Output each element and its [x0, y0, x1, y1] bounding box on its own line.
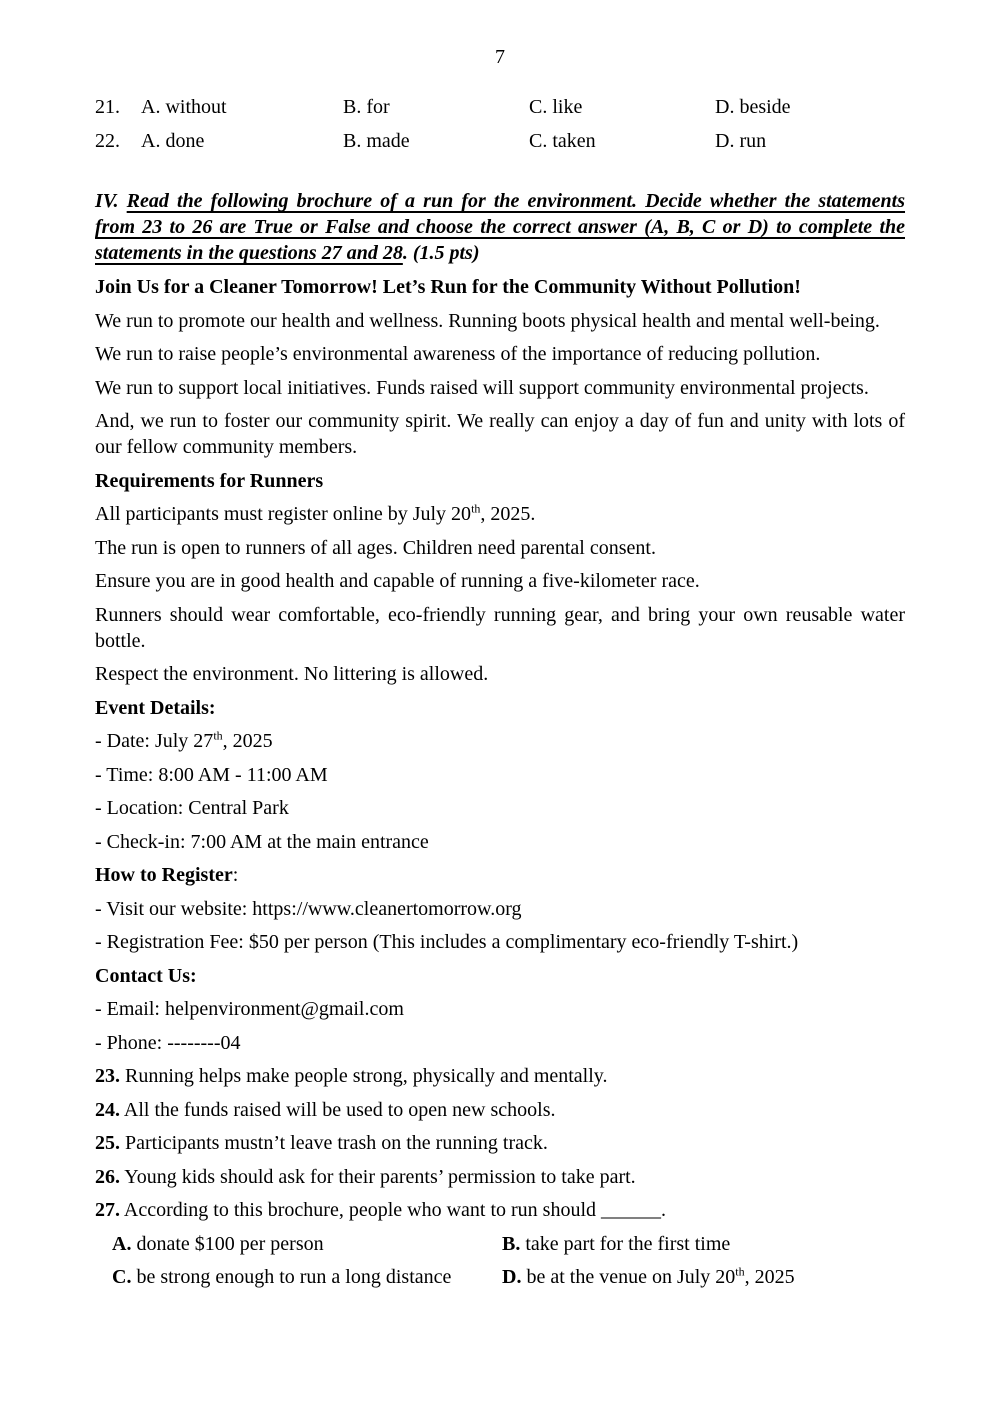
option-a: A. without: [141, 96, 227, 118]
register-heading-text: How to Register: [95, 864, 233, 886]
event-date-text: - Date: July 27: [95, 730, 214, 752]
option-text: , 2025: [744, 1266, 795, 1288]
option-c: C. taken: [529, 130, 596, 152]
q27-options-row-1: [95, 1231, 905, 1257]
option-c: C. like: [529, 96, 583, 118]
intro-paragraph-2: We run to raise people’s environmental awareness of the importance of reducing pollution.: [95, 343, 821, 365]
section-iv-instructions-text: Read the following brochure of a run for the environment. Decide whether the statements from 23 to 26 are True or False and choose the correct answer (A, B, C or D) to complete the statements in the questions 27 and 28: [95, 190, 906, 264]
section-iv-points: . (1.5 pts): [402, 242, 480, 264]
statement-text: Participants mustn’t leave trash on the running track.: [120, 1132, 548, 1154]
statement-24: [95, 1097, 905, 1123]
statement-27: [95, 1197, 905, 1223]
register-fee: - Registration Fee: $50 per person (This includes a complimentary eco-friendly T-shirt.): [95, 931, 799, 953]
intro-paragraph-4: And, we run to foster our community spirit. We really can enjoy a day of fun and unity with lots of our fellow community members.: [95, 410, 905, 458]
page-number: 7: [495, 46, 505, 68]
option-b: B. for: [343, 96, 390, 118]
event-location: - Location: Central Park: [95, 797, 289, 819]
contact-heading: Contact Us:: [95, 964, 197, 987]
statement-26: [95, 1164, 905, 1190]
register-heading-colon: :: [232, 864, 239, 886]
q27-option-a: [112, 1231, 502, 1257]
ordinal-suffix: th: [213, 728, 223, 743]
requirement-gear: Runners should wear comfortable, eco-friendly running gear, and bring your own reusable water bottle.: [95, 603, 905, 652]
requirement-no-littering: Respect the environment. No littering is allowed.: [95, 663, 489, 685]
statement-text: All the funds raised will be used to open new schools.: [120, 1098, 556, 1121]
option-d: D. run: [715, 130, 767, 152]
q27-option-c: [112, 1264, 502, 1290]
option-text: take part for the first time: [520, 1232, 731, 1255]
question-21-row: [95, 94, 905, 120]
option-a: A. done: [141, 130, 205, 152]
contact-phone: - Phone: --------04: [95, 1031, 241, 1054]
requirements-heading: Requirements for Runners: [95, 469, 324, 492]
ordinal-suffix: th: [735, 1264, 745, 1279]
option-label: A.: [112, 1232, 132, 1255]
option-label: C.: [112, 1266, 132, 1288]
requirement-register-deadline: [95, 501, 905, 527]
statement-text: Running helps make people strong, physically and mentally.: [120, 1065, 608, 1087]
statement-number: 24.: [95, 1098, 120, 1121]
q27-option-d: [502, 1264, 905, 1290]
contact-email: - Email: helpenvironment@gmail.com: [95, 998, 404, 1020]
statement-text: According to this brochure, people who want to run should ______.: [120, 1199, 667, 1221]
intro-paragraph-3: We run to support local initiatives. Funds raised will support community environmental projects.: [95, 376, 869, 399]
section-iv-label: IV.: [95, 190, 127, 212]
requirement-ages: The run is open to runners of all ages. Children need parental consent.: [95, 536, 656, 559]
event-date: [95, 728, 905, 754]
event-date-text: , 2025: [222, 730, 273, 752]
statement-number: 26.: [95, 1165, 120, 1188]
statement-25: [95, 1130, 905, 1156]
option-text: be at the venue on July 20: [521, 1266, 736, 1288]
statement-23: [95, 1063, 905, 1089]
event-checkin: - Check-in: 7:00 AM at the main entrance: [95, 830, 429, 853]
requirement-health: Ensure you are in good health and capable of running a five-kilometer race.: [95, 570, 700, 592]
event-time: - Time: 8:00 AM - 11:00 AM: [95, 763, 328, 786]
q27-option-b: [502, 1231, 905, 1257]
option-d: D. beside: [715, 96, 791, 118]
statement-number: 23.: [95, 1065, 120, 1087]
brochure-title: Join Us for a Cleaner Tomorrow! Let’s Run for the Community Without Pollution!: [95, 276, 801, 298]
statement-text: Young kids should ask for their parents’ permission to take part.: [120, 1165, 636, 1188]
requirement-text: All participants must register online by July 20: [95, 503, 472, 525]
q27-options-row-2: [95, 1264, 905, 1290]
option-label: B.: [502, 1232, 521, 1255]
ordinal-suffix: th: [471, 501, 481, 516]
statement-number: 25.: [95, 1132, 120, 1154]
question-22-row: [95, 128, 905, 154]
statement-number: 27.: [95, 1199, 120, 1221]
intro-paragraph-1: We run to promote our health and wellness. Running boots physical health and mental well-being.: [95, 309, 880, 332]
register-website: - Visit our website: https://www.cleanertomorrow.org: [95, 897, 522, 920]
question-number: 21.: [95, 96, 120, 118]
register-heading: [95, 862, 905, 888]
question-number: 22.: [95, 130, 120, 152]
section-iv-instructions: [95, 162, 905, 266]
option-label: D.: [502, 1266, 522, 1288]
option-text: be strong enough to run a long distance: [131, 1266, 452, 1288]
option-b: B. made: [343, 130, 410, 152]
requirement-text: , 2025.: [480, 503, 536, 525]
event-details-heading: Event Details:: [95, 696, 216, 719]
option-text: donate $100 per person: [131, 1232, 324, 1255]
